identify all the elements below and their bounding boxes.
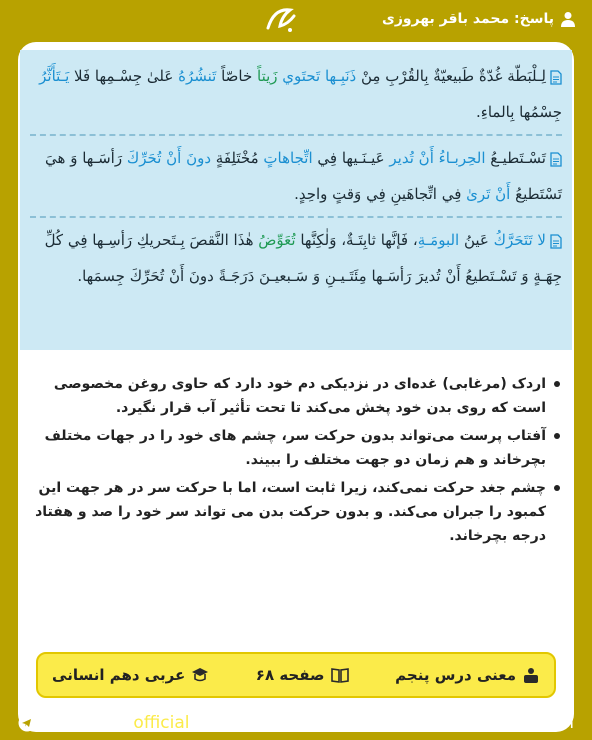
telegram-icon (18, 714, 36, 732)
highlighted-word: لا تَتَحَرَّكُ (493, 231, 546, 249)
globe-icon (443, 714, 461, 732)
instagram-icon (44, 714, 62, 732)
text-segment: تَسْـتَطيـعُ (485, 149, 546, 167)
translation-point: اردک (مرغابی) غده‌ای در نزدیکی دم خود دارد که حاوی روغن مخصوصی است که روی بدن خود پخش می‌کند تا تحت تأثیر آب قرار نگیرد. (30, 372, 560, 420)
teacher-icon (522, 667, 540, 683)
website-url: bekhun.com (468, 712, 574, 733)
book-open-icon (331, 667, 349, 683)
document-icon (550, 70, 562, 85)
social-prefix: bekhun (70, 712, 134, 733)
graduation-cap-icon (191, 667, 209, 683)
book-title: عربی دهم انسانی (52, 666, 186, 684)
paragraph-divider (30, 216, 562, 218)
text-segment: هٰذَا النَّقصَ بِـتَحريكِ رَأسِـها فِي كُلِّ جِهَـةٍ وَ تَسْـتَطيعُ أَنْ تُديرَ رَأسَـها مِئَتَـيـنِ وَ سَـبعيـنَ دَرَجَـةً دونَ أَنْ تُحَرِّكَ جِسمَها. (44, 231, 562, 285)
social-handle[interactable] (18, 713, 189, 733)
answerer-text: پاسخ: محمد باقر بهروزی (381, 11, 554, 27)
highlighted-word: الحِربـاءُ (438, 149, 486, 167)
highlighted-word: اتِّجاهاتٍ (263, 149, 313, 167)
bottom-bar (0, 705, 592, 740)
text-segment: رَأسَـها وَ هيَ تَسْتَطيعُ (45, 149, 562, 203)
arabic-paragraph (30, 222, 562, 294)
document-icon (550, 152, 562, 167)
top-bar (0, 0, 592, 38)
social-suffix: official (133, 712, 190, 733)
text-segment: غُدّةٌ طَبيعيّةٌ بِالقُرْبِ مِنْ (356, 67, 508, 85)
text-segment: عَيـنَـيها فِي (312, 149, 390, 167)
text-segment: عَلیٰ جِسْـمِها فَلا (69, 67, 179, 85)
lesson-info-bar (36, 652, 556, 698)
document-icon (550, 234, 562, 249)
website-link[interactable] (443, 713, 574, 733)
highlighted-word: تَنشُرُهُ (178, 67, 217, 85)
highlighted-word: أَنْ تَرىٰ (466, 185, 511, 203)
arabic-text-section (20, 50, 572, 350)
arabic-paragraph (30, 58, 562, 130)
text-segment: عَينُ (459, 231, 494, 249)
highlighted-word: تُعَوِّضُ (258, 231, 296, 249)
lesson-title: معنی درس پنجم (395, 666, 516, 684)
book-item (52, 666, 209, 684)
persian-translation-list (30, 372, 560, 552)
highlighted-word: تَحتَوي (282, 67, 321, 85)
answerer-label (382, 11, 592, 27)
page-item (256, 666, 349, 684)
person-icon (560, 11, 576, 27)
highlighted-word: ذَنَبِـها (324, 67, 357, 85)
translation-point: چشم جغد حرکت نمی‌کند، زیرا ثابت است، اما با حرکت سر در هر جهت این کمبود را جبران می‌کند. و بدون حرکت بدن می تواند سر خود را صد و هفتاد درجه بچرخاند. (30, 476, 560, 548)
highlighted-word: أَنْ تُدير (389, 149, 434, 167)
translation-point: آفتاب پرست می‌تواند بدون حرکت سر، چشم های خود را در جهات مختلف بچرخاند و هم زمان دو جهت مختلف را ببیند. (30, 424, 560, 472)
highlighted-word: يَـتَأَثَّرُ (39, 67, 70, 85)
text-segment: لِـلْبَطّة (507, 67, 546, 85)
arabic-paragraph (30, 140, 562, 212)
text-segment: جِسْمُها بِالماءِ. (476, 103, 562, 121)
text-segment: مُخْتَلِفَةٍ (211, 149, 264, 167)
paragraph-divider (30, 134, 562, 136)
highlighted-word: زَيتاً (257, 67, 278, 85)
text-segment: خاصّاً (216, 67, 257, 85)
text-segment: فِي اتِّجاهَينِ فِي وَقتٍ واحِدٍ. (294, 185, 467, 203)
page-number: صفحه ۶۸ (255, 666, 325, 684)
highlighted-word: البومَـةِ (417, 231, 460, 249)
lesson-item (395, 666, 540, 684)
highlighted-word: دونَ أَنْ تُحَرِّكَ (126, 149, 212, 167)
text-segment: ، فَإنَّها ثابِتَـةٌ، وَلٰكِنَّها (295, 231, 418, 249)
bekhun-logo (260, 2, 302, 36)
